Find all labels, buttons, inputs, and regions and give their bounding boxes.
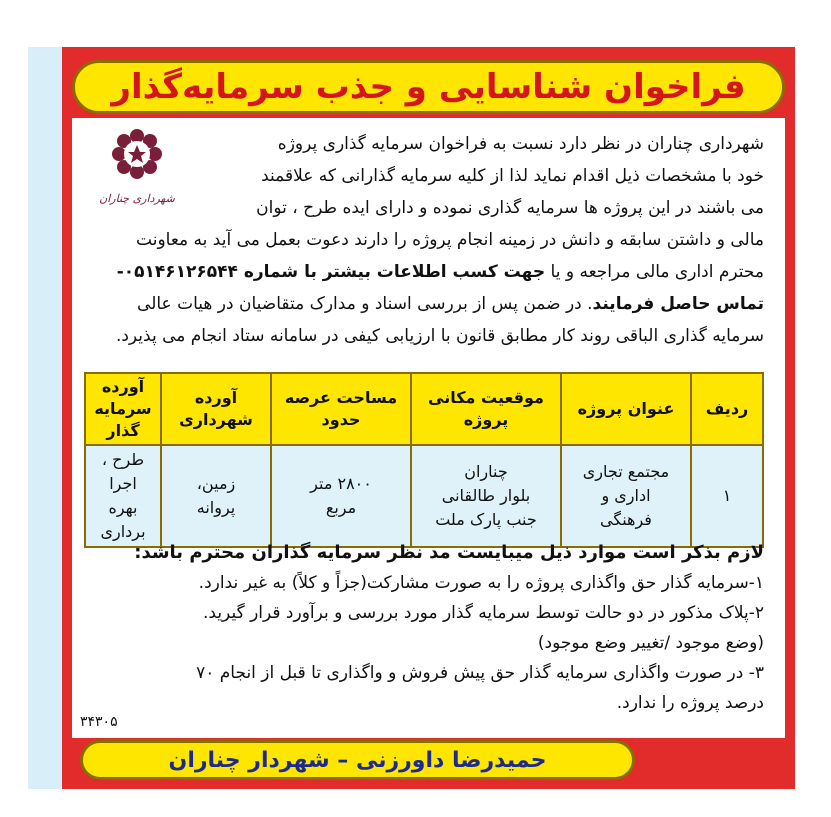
title-banner xyxy=(72,60,785,114)
paragraph-line: شهرداری چناران در نظر دارد نسبت به فراخوان سرمایه گذاری پروژه xyxy=(277,134,764,154)
footer-banner xyxy=(80,740,635,780)
contact-phone: جهت کسب اطلاعات بیشتر با شماره ۰۵۱۴۶۱۲۶۵۴۴- xyxy=(116,262,546,282)
note-item: درصد پروژه را ندارد. xyxy=(616,693,764,713)
cell-investor-share: طرح ، اجرا بهره برداری xyxy=(85,445,161,547)
header-project-title: عنوان پروژه xyxy=(561,373,691,445)
notes-section xyxy=(84,538,764,718)
paragraph-text: . در ضمن پس از بررسی اسناد و مدارک متقاضیان در هیات عالی xyxy=(137,294,593,314)
header-row-number: ردیف xyxy=(691,373,763,445)
header-location: موقعیت مکانی پروژه xyxy=(411,373,561,445)
paragraph-text: محترم اداری مالی مراجعه و یا xyxy=(550,262,764,282)
header-area: مساحت عرصه حدود xyxy=(271,373,411,445)
projects-table xyxy=(84,372,764,548)
note-item: ۲-پلاک مذکور در دو حالت توسط سرمایه گذار مورد بررسی و برآورد قرار گیرید. xyxy=(203,603,764,623)
cell-row-number: ۱ xyxy=(691,445,763,547)
cell-location: چناران بلوار طالقانی جنب پارک ملت xyxy=(411,445,561,547)
paragraph-line: سرمایه گذاری الباقی روند کار مطابق قانون با ارزیابی کیفی در سامانه ستاد انجام می پذیرد. xyxy=(115,326,764,346)
paragraph-line xyxy=(84,288,764,320)
note-item: (وضع موجود /تغییر وضع موجود) xyxy=(537,633,764,653)
paragraph-line-contact xyxy=(84,256,764,288)
page-title: فراخوان شناسایی و جذب سرمایه‌گذار xyxy=(111,67,746,107)
table-row xyxy=(85,445,763,547)
table-header-row xyxy=(85,373,763,445)
note-item: ۱-سرمایه گذار حق واگذاری پروژه را به صورت مشارکت(جزاً و کلاً) به غیر ندارد. xyxy=(198,573,764,593)
intro-paragraph xyxy=(84,128,764,352)
notes-heading: لازم بذکر است موارد ذیل میبایست مد نظر سرمایه گذاران محترم باشد: xyxy=(134,542,764,563)
header-municipality-share: آورده شهرداری xyxy=(161,373,271,445)
cell-area: ۲۸۰۰ متر مربع xyxy=(271,445,411,547)
ad-code: ۳۴۳۰۵ xyxy=(80,714,118,730)
note-item: ۳- در صورت واگذاری سرمایه گذار حق پیش فروش و واگذاری تا قبل از انجام ۷۰ xyxy=(196,663,764,683)
cell-municipality-share: زمین، پروانه xyxy=(161,445,271,547)
paragraph-line: می باشند در این پروژه ها سرمایه گذاری نموده و دارای ایده طرح ، توان xyxy=(256,198,764,218)
contact-call-to-action: تماس حاصل فرمایند xyxy=(592,294,764,314)
footer-signature: حمیدرضا داورزنی – شهردار چناران xyxy=(168,747,547,773)
paragraph-line: خود با مشخصات ذیل اقدام نماید لذا از کلیه سرمایه گذارانی که علاقمند xyxy=(261,166,764,186)
paragraph-line: مالی و داشتن سابقه و دانش در زمینه انجام پروژه را دارند دعوت بعمل می آید به معاونت xyxy=(136,230,764,250)
cell-project-title: مجتمع تجاری اداری و فرهنگی xyxy=(561,445,691,547)
logo-caption: شهرداری چناران xyxy=(99,192,175,205)
header-investor-share: آورده سرمایه گذار xyxy=(85,373,161,445)
